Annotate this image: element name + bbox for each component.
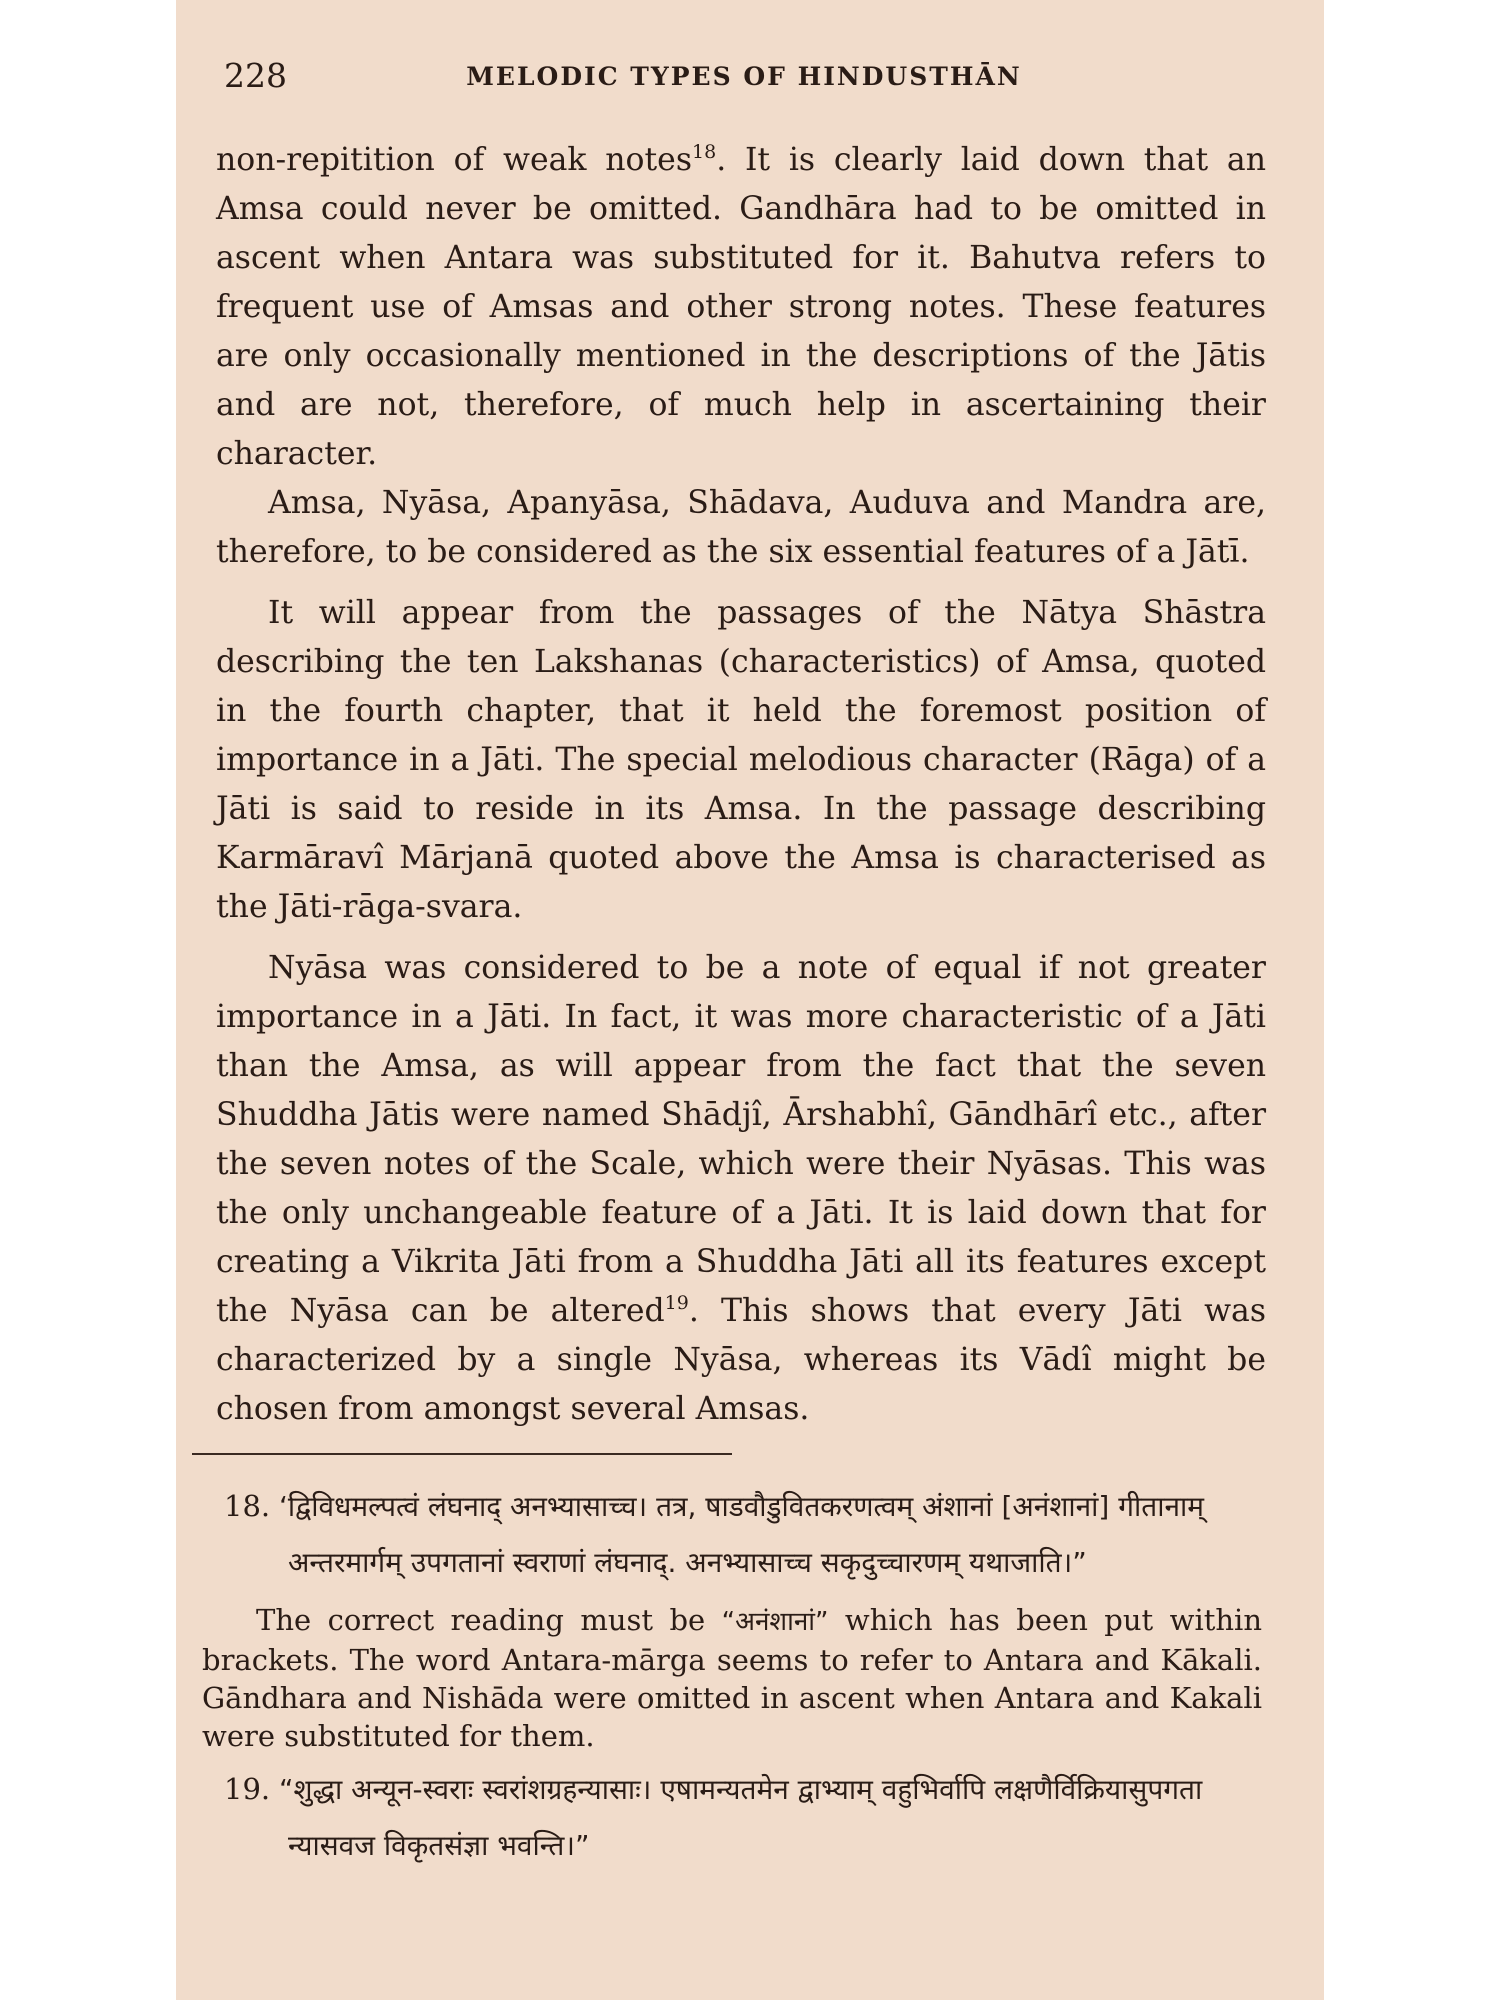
page-number: 228 [224, 56, 287, 95]
footnote-note-word: “अनंशानां” [721, 1607, 829, 1637]
footnote-ref-19: 19 [664, 1292, 689, 1314]
footnote-18-number: 18. [224, 1489, 271, 1523]
paragraph-1-start: non-repitition of weak notes [216, 142, 692, 178]
paragraph-2: Amsa, Nyāsa, Apanyāsa, Shādava, Auduva and Mandra are, therefore, to be considered as the six essential features of a Jātī. [216, 485, 1266, 570]
paragraph-3: It will appear from the passages of the Nātya Shāstra describing the ten Lakshanas (characteristics) of Amsa, quoted in the fourth chapter, that it held the foremost position of importance in a Jāti. The special melodious character (Rāga) of a Jāti is said to reside in its Amsa. In the passage describing Karmāravî Mārjanā quoted above the Amsa is characterised as the Jāti-rāga-svara. [216, 595, 1266, 925]
footnote-18 [202, 1478, 1262, 1591]
paragraph-4 [216, 944, 1266, 1434]
footnote-ref-18: 18 [692, 141, 717, 163]
running-title: MELODIC TYPES OF HINDUSTHĀN [466, 62, 1022, 91]
paragraph-1 [216, 136, 1266, 479]
paragraph-4-rest: . This shows that every Jāti was characterized by a single Nyāsa, whereas its Vādî might be chosen from amongst several Amsas. [216, 1293, 1266, 1427]
book-page [176, 0, 1324, 2000]
page-header [224, 52, 1264, 102]
footnote-note-start: The correct reading must be [256, 1603, 722, 1637]
footnotes [202, 1478, 1262, 1874]
paragraph-4-start: Nyāsa was considered to be a note of equal if not greater importance in a Jāti. In fact, it was more characteristic of a Jāti than the Amsa, as will appear from the fact that the seven Shuddha Jātis were named Shādjî, Ārshabhî, Gāndhārî etc., after the seven notes of the Scale, which were their Nyāsas. This was the only unchangeable feature of a Jāti. It is laid down that for creating a Vikrita Jāti from a Shuddha Jāti all its features except the Nyāsa can be altered [216, 950, 1266, 1329]
main-text [216, 136, 1266, 1434]
footnote-note-rest: which has been put within brackets. The word Antara-mārga seems to refer to Antara and Kākali. Gāndhara and Nishāda were omitted in ascent when Antara and Kakali were substituted for them. [202, 1603, 1262, 1753]
footnote-19-number: 19. [224, 1772, 271, 1806]
footnote-divider [192, 1453, 732, 1455]
footnote-18-sanskrit: ‘द्विविधमल्पत्वं लंघनाद् अनभ्यासाच्च। तत्र, षाडवौडुवितकरणत्वम् अंशानां [अनंशानां] गीतानाम् अन्तरमार्गम् उपगतानां स्वराणां लंघनाद्. अनभ्यासाच्च सकृदुच्चारणम् यथाजाति।” [279, 1490, 1205, 1579]
footnote-18-note [202, 1601, 1262, 1755]
footnote-19 [202, 1761, 1262, 1874]
footnote-19-sanskrit: “शुद्धा अन्यून-स्वराः स्वरांशग्रहन्यासाः। एषामन्यतमेन द्वाभ्याम् वहुभिर्वापि लक्षणैर्विक्रियासुपगता न्यासवज विकृतसंज्ञा भवन्ति।” [279, 1773, 1203, 1862]
paragraph-1-rest: . It is clearly laid down that an Amsa could never be omitted. Gandhāra had to be omitted in ascent when Antara was substituted for it. Bahutva refers to frequent use of Amsas and other strong notes. These features are only occasionally mentioned in the descriptions of the Jātis and are not, therefore, of much help in ascertaining their character. [216, 142, 1266, 472]
